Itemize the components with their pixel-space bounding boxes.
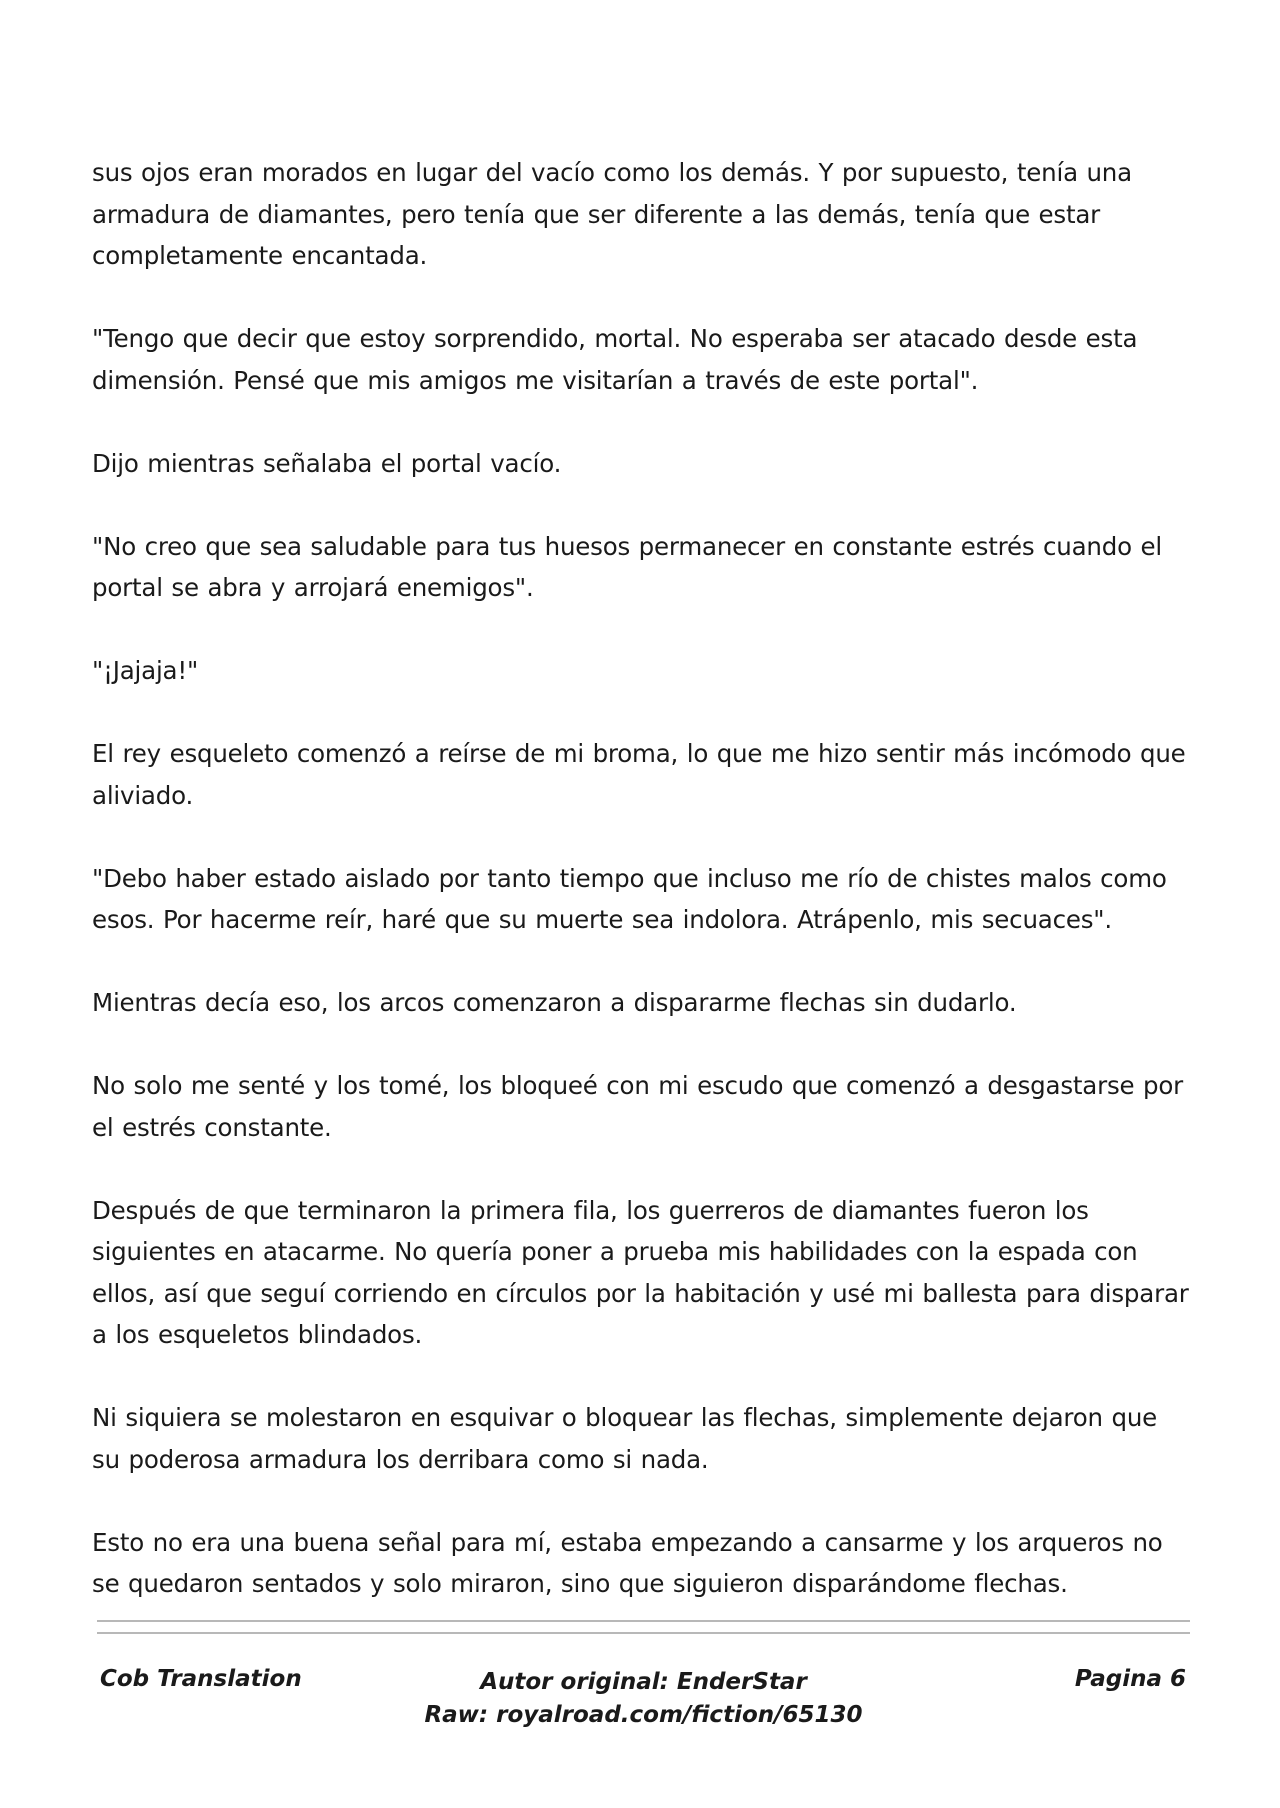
paragraph: El rey esqueleto comenzó a reírse de mi broma, lo que me hizo sentir más incómodo que aliviado. [92, 739, 1186, 810]
footer-page-number: Pagina 6 [1074, 1666, 1186, 1692]
paragraph: Esto no era una buena señal para mí, estaba empezando a cansarme y los arqueros no se quedaron sentados y solo miraron, sino que siguieron disparándome flechas. [92, 1527, 1163, 1598]
footer-translator: Cob Translation [100, 1666, 302, 1692]
paragraph: No solo me senté y los tomé, los bloqueé con mi escudo que comenzó a desgastarse por el estrés constante. [92, 1071, 1184, 1142]
paragraph: "¡Jajaja!" [92, 656, 199, 685]
footer-divider-top [97, 1620, 1190, 1622]
paragraph: Mientras decía eso, los arcos comenzaron a dispararme flechas sin dudarlo. [92, 988, 1017, 1017]
paragraph: "No creo que sea saludable para tus huesos permanecer en constante estrés cuando el portal se abra y arrojará enemigos". [92, 531, 1162, 602]
paragraph: Dijo mientras señalaba el portal vacío. [92, 448, 562, 478]
paragraph: "Tengo que decir que estoy sorprendido, mortal. No esperaba ser atacado desde esta dimensión. Pensé que mis amigos me visitarían a través de este portal". [92, 324, 1138, 395]
footer-credits [97, 1666, 1190, 1732]
footer-original-author: Autor original: EnderStar [480, 1669, 807, 1695]
paragraph: sus ojos eran morados en lugar del vacío como los demás. Y por supuesto, tenía una armadura de diamantes, pero tenía que ser diferente a las demás, tenía que estar completamente encantada. [92, 158, 1132, 270]
page-footer [97, 1666, 1190, 1746]
page-body [92, 152, 1192, 1646]
paragraph: Después de que terminaron la primera fila, los guerreros de diamantes fueron los siguientes en atacarme. No quería poner a prueba mis habilidades con la espada con ellos, así que seguí corriendo en círculos por la habitación y usé mi ballesta para disparar a los esqueletos blindados. [92, 1195, 1189, 1349]
paragraph: "Debo haber estado aislado por tanto tiempo que incluso me río de chistes malos como esos. Por hacerme reír, haré que su muerte sea indolora. Atrápenlo, mis secuaces". [92, 863, 1167, 934]
footer-divider-bottom [97, 1632, 1190, 1634]
footer-raw-source: Raw: royalroad.com/fiction/65130 [424, 1702, 863, 1728]
paragraph: Ni siquiera se molestaron en esquivar o bloquear las flechas, simplemente dejaron que su poderosa armadura los derribara como si nada. [92, 1403, 1158, 1474]
